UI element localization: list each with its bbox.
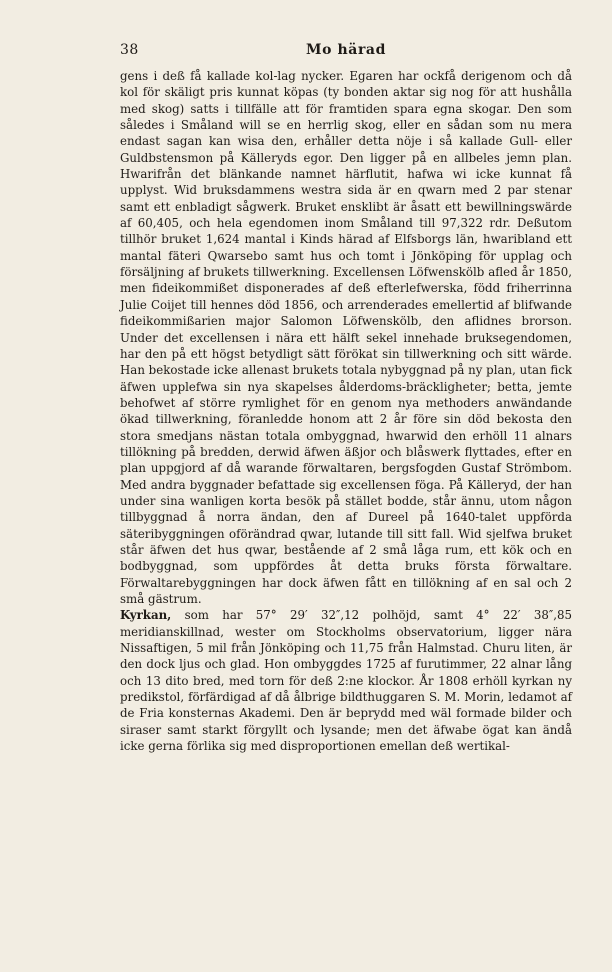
body-text (120, 68, 572, 754)
paragraph-lead: Kyrkan, (120, 608, 172, 623)
paragraph-text: gens i deß få kallade kol-lag nycker. Egaren har ockfå derigenom och då kol för skäligt pris kunnat köpas (ty bonden aktar sig nog för att hushålla med skog) satts i tillfälle att för framtiden spara egna skogar. Den som således i Småland will se en herrlig skog, eller en sådan som nu mera endast sagan kan wisa den, erhåller detta nöje i så kallade Gull- eller Guldbstensmon på Källeryds egor. Den ligger på en allbeles jemn plan. Hwarifrån det blänkande namnet härflutit, hafwa wi icke kunnat få upplyst. Wid bruksdammens westra sida är en qwarn med 2 par stenar samt ett enbladigt sågwerk. Bruket ensklibt är åsatt ett bewillningswärde af 60,405, och hela egendomen inom Småland till 97,322 rdr. Deßutom tillhör bruket 1,624 mantal i Kinds härad af Elfsborgs län, hwaribland ett mantal fäteri Qwarsebo samt hus och tomt i Jönköping för upplag och försäljning af brukets tillwerkning. Excellensen Löfwenskölb afled år 1850, men fideikommißet disponerades af deß efterlefwerska, född friherrinna Julie Coijet till hennes död 1856, och arrenderades emellertid af blifwande fideikommißarien major Salomon Löfwenskölb, den aflidnes brorson. Under det excellensen i nära ett hälft sekel innehade bruksegendomen, har den på ett högst betydligt sätt förökat sin tillwerkning och sitt wärde. Han bekostade icke allenast brukets totala nybyggnad på ny plan, utan fick äfwen upplefwa sin nya skapelses ålderdoms-bräckligheter; betta, jemte behofwet af större rymlighet för en genom nya methoders anwändande ökad tillwerkning, föranledde honom att 2 år före sin död bekosta den stora smedjans nästan totala ombyggnad, hwarwid den erhöll 11 alnars tillökning på bredden, derwid äfwen äßjor och blåswerk flyttades, efter en plan uppgjord af då warande förwaltaren, bergsfogden Gustaf Strömbom. Med andra byggnader befattade sig excellensen föga. På Källeryd, der han under sina wanligen korta besök på stället bodde, står ännu, utom någon tillbyggnad å norra ändan, den af Dureel på 1640-talet uppförda säteribyggningen oförändrad qwar, lutande till sitt fall. Wid sjelfwa bruket står äfwen det hus qwar, bestående af 2 små låga rum, ett kök och en bodbyggnad, som uppfördes åt detta bruks första förwaltare. Förwaltarebyggningen har dock äfwen fått en tillökning af en sal och 2 små gästrum. (120, 69, 572, 606)
page-number: 38 (120, 42, 139, 58)
paragraph-kyrkan (120, 607, 572, 754)
paragraph-text: som har 57° 29′ 32″,12 polhöjd, samt 4° 22′ 38″,85 meridianskillnad, wester om Stockholms observatorium, ligger nära Nissaftigen, 5 mil från Jönköping och 11,75 från Halmstad. Churu liten, är den dock ljus och glad. Hon ombyggdes 1725 af furutimmer, 22 alnar lång och 13 dito bred, med torn för deß 2:ne klockor. År 1808 erhöll kyrkan ny predikstol, förfärdigad af då ålbrige bildthuggaren S. M. Morin, ledamot af de Fria konsternas Akademi. Den är beprydd med wäl formade bilder och siraser samt starkt förgyllt och lysande; men det äfwabe ögat kan ändå icke gerna förlika sig med disproportionen emellan deß wertikal- (120, 608, 572, 754)
paragraph-bruk (120, 68, 572, 607)
page-header (120, 42, 572, 60)
running-title: Mo härad (306, 42, 386, 58)
